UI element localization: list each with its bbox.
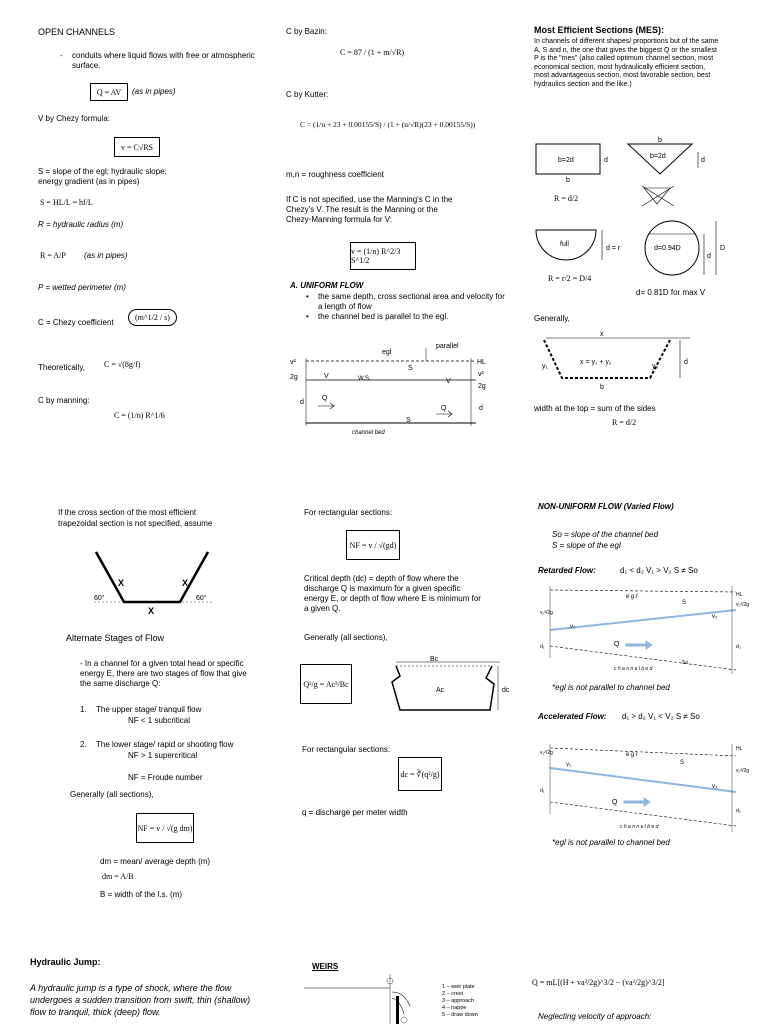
bullet-dash: - <box>60 51 63 60</box>
c-note-line-2: Chezy's V. The result is the Manning or the <box>286 205 438 214</box>
weir-legend <box>442 984 478 1019</box>
uniform-flow-item: • the same depth, cross sectional area and velocity for a length of flow <box>306 292 505 311</box>
neglect-velocity-note: Neglecting velocity of approach: <box>538 1012 652 1021</box>
hydraulic-radius-def: R = hydraulic radius (m) <box>38 220 124 229</box>
kutter-label: C by Kutter: <box>286 90 329 99</box>
full-label: full <box>560 241 569 248</box>
q-equation-note: (as in pipes) <box>132 87 176 96</box>
uniform-flow-item: • the channel bed is parallel to the egl. <box>306 312 449 321</box>
roughness-def: m,n = roughness coefficient <box>286 170 384 179</box>
v2-over-2g-left: v₁²/2g <box>540 750 553 756</box>
dm-def: dm = mean/ average depth (m) <box>100 857 211 866</box>
weir-legend-item: 2 – crest <box>442 991 464 997</box>
slope-definition-1: S = slope of the egl; hydraulic slope; <box>38 167 167 176</box>
egl-line <box>550 590 736 592</box>
dm-equation: dm = A/B <box>102 872 134 881</box>
rect-sections-label: For rectangular sections: <box>304 508 393 517</box>
theoretically-label: Theoretically, <box>38 363 85 372</box>
chezy-coefficient-def: C = Chezy coefficient <box>38 318 114 327</box>
d2-label: d₂ <box>736 808 741 814</box>
so-label: So <box>682 660 689 666</box>
s-label: S <box>408 365 413 372</box>
rect-sections-label-2: For rectangular sections: <box>302 745 391 754</box>
accelerated-conditions: d₁ > d₂ V₁ < V₂ S ≠ So <box>622 712 700 721</box>
chezy-equation-box: v = C√RS <box>114 137 160 157</box>
v-label: V <box>324 373 329 380</box>
s-def: S = slope of the egl <box>552 541 621 550</box>
x-label: x <box>600 331 604 338</box>
c-by-manning-label: C by manning: <box>38 396 90 405</box>
q-equation-box: Q = AV <box>90 83 128 101</box>
d-label-right: d <box>479 405 483 412</box>
theoretical-c-equation: C = √(8g/f) <box>104 360 141 369</box>
q-label: Q <box>614 641 620 648</box>
base-x: X <box>148 606 155 616</box>
v2-over-2g-left: v₁²/2g <box>540 610 553 616</box>
hl-label: HL <box>477 359 486 366</box>
circle-r-equation: R = r/2 = D/4 <box>548 274 592 283</box>
weirs-title: WEIRS <box>312 962 339 971</box>
x-eq-label: x = y₁ + y₂ <box>580 359 612 366</box>
stage-1: The upper stage/ tranquil flow <box>96 705 202 714</box>
stage-2: The lower stage/ rapid or shooting flow <box>96 740 234 749</box>
retarded-flow-diagram <box>536 584 768 676</box>
egl-label: e g l <box>626 594 638 600</box>
c-note-line-3: Chezy-Manning formula for V: <box>286 215 392 224</box>
v2-label-right: v² <box>478 371 484 378</box>
hydraulic-jump-title: Hydraulic Jump: <box>30 957 101 967</box>
hydraulic-radius-note: (as in pipes) <box>84 251 128 260</box>
kutter-equation: C = (1/n + 23 + 0.00155/S) / (1 + (n/√R)(23 + 0.00155/S)) <box>300 120 476 129</box>
froude-def: NF = Froude number <box>128 773 203 782</box>
s-label: S <box>682 600 687 606</box>
accelerated-flow-label: Accelerated Flow: <box>538 712 607 721</box>
manning-v-equation-box: v = (1/n) R^2/3 S^1/2 <box>350 242 416 270</box>
rect-d-label: d <box>604 157 608 164</box>
weir-legend-item: 1 – weir plate <box>442 984 475 990</box>
marker-5 <box>401 1017 407 1023</box>
tri-d-label: d <box>701 157 705 164</box>
d-label: d <box>684 359 688 366</box>
general-r-equation: R = d/2 <box>612 418 637 427</box>
bazin-label: C by Bazin: <box>286 27 327 36</box>
alternate-stages-title: Alternate Stages of Flow <box>66 633 165 643</box>
v2-label: v² <box>290 359 296 366</box>
v2-label: v₂ <box>712 614 718 620</box>
stage-1-number: 1. <box>80 705 87 714</box>
retarded-flow-label: Retarded Flow: <box>538 566 596 575</box>
parallel-label: parallel <box>436 343 459 350</box>
nonuniform-title: NON-UNIFORM FLOW (Varied Flow) <box>538 502 674 511</box>
hydraulic-jump-description: A hydraulic jump is a type of shock, where the flow undergoes a sudden transition from swift, thin (shallow) flow to tranquil, thick (deep) flow. <box>30 983 251 1017</box>
critical-equation-box: Q²/g = Ac³/Bc <box>300 664 352 704</box>
bed-label: c h a n n e l b e d <box>620 824 659 830</box>
angle-right: 60° <box>196 595 207 602</box>
so-def: So = slope of the channel bed <box>552 530 659 539</box>
side-x-right: X <box>182 578 189 588</box>
critical-depth-def: Critical depth (dc) = depth of flow where the discharge Q is maximum for a given specific energy E, or depth of flow where E is minimum for a given Q. <box>304 574 481 613</box>
y2-label: y₂ <box>652 363 659 370</box>
alternate-stages-description: - In a channel for a given total head or specific energy E, there are two stages of flow that give the same discharge Q: <box>80 659 247 688</box>
bed-label: c h a n n e l b e d <box>614 666 653 672</box>
open-channel-definition: conduits where liquid flows with free or atmospheric surface. <box>72 51 255 70</box>
2g-label-right: 2g <box>478 383 486 390</box>
weir-legend-item: 4 – nappe <box>442 1005 467 1011</box>
critical-section-diagram <box>360 654 520 716</box>
v2-over-2g-right: v₂²/2g <box>736 768 750 774</box>
flow-arrow <box>318 403 334 409</box>
hl-label: HL <box>736 592 743 598</box>
v1-label: v₁ <box>570 624 576 630</box>
crossed-triangle <box>640 184 680 208</box>
stage-2-number: 2. <box>80 740 87 749</box>
egl-note-2: *egl is not parallel to channel bed <box>552 838 670 847</box>
d081-note: d= 0.81D for max V <box>636 288 706 297</box>
generally-label: Generally, <box>534 314 570 323</box>
width-top-note: width at the top = sum of the sides <box>534 404 656 413</box>
v2-label: v₂ <box>712 784 718 790</box>
flow-arrow <box>626 641 652 649</box>
egl-label: egl <box>382 349 392 356</box>
c-note-line-1: If C is not specified, use the Manning's C in the <box>286 195 453 204</box>
q-label: Q <box>322 395 328 402</box>
water-surface-line <box>550 768 736 792</box>
stage-1-condition: NF < 1 subcritical <box>128 716 191 725</box>
weir-diagram <box>300 970 436 1024</box>
angle-left: 60° <box>94 595 105 602</box>
bc-label: Bc <box>430 656 439 663</box>
froude-equation-box: NF = v / √(g dm) <box>136 813 194 843</box>
uniform-flow-list <box>306 292 506 322</box>
d2-label: d₂ <box>736 644 741 650</box>
slope-equation: S = HL/L = hf/L <box>40 198 93 207</box>
mes-description: In channels of different shapes/ proportions but of the same A, S and n, the one that gives the biggest Q or the smallest P is the "mes" (also called optimum channel section, most economical section, most hydraulically efficient section, most advantageous section, most favorable section, best hydraulics section and the like.) <box>534 38 719 88</box>
d-small-label: d <box>707 253 711 260</box>
hl-label: HL <box>736 746 743 752</box>
bazin-equation: C = 87 / (1 + m/√R) <box>340 48 405 57</box>
tri-b-label: b <box>658 137 662 144</box>
rect-b2d-label: b=2d <box>558 157 574 164</box>
mes-circular-sections <box>530 220 740 280</box>
trap-note-2: trapezoidal section is not specified, assume <box>58 519 213 528</box>
dc-label: dc <box>502 687 510 694</box>
b-label: b <box>600 384 604 391</box>
retarded-conditions: d₁ < d₂ V₁ > V₂ S ≠ So <box>620 566 698 575</box>
wetted-perimeter-def: P = wetted perimeter (m) <box>38 283 126 292</box>
d-label: d <box>300 399 304 406</box>
b-def: B = width of the l.s. (m) <box>100 890 183 899</box>
manning-c-equation: C = (1/n) R^1/6 <box>114 411 165 420</box>
stage-2-condition: NF > 1 supercritical <box>128 751 198 760</box>
ac-label: Ac <box>436 687 445 694</box>
egl-label: e g l <box>626 752 638 758</box>
generally-all-sections-2: Generally (all sections), <box>304 633 388 642</box>
bullet-dot: • <box>306 292 309 301</box>
section-title-open-channels: OPEN CHANNELS <box>38 27 116 37</box>
side-x-left: X <box>118 578 125 588</box>
q-label: Q <box>612 799 618 806</box>
generally-all-sections: Generally (all sections), <box>70 790 154 799</box>
v-label-right: V <box>446 378 451 385</box>
dc-equation-box: dc = ∛(q²/g) <box>398 757 442 791</box>
d1-label: d₁ <box>540 788 545 794</box>
q-per-width-def: q = discharge per meter width <box>302 808 408 817</box>
bullet-dot: • <box>306 312 309 321</box>
egl-note-1: *egl is not parallel to channel bed <box>552 683 670 692</box>
uniform-flow-diagram <box>286 338 496 438</box>
q-label-right: Q <box>441 405 447 412</box>
flow-arrow <box>624 798 650 806</box>
v2-over-2g-right: v₂²/2g <box>736 602 750 608</box>
2g-label: 2g <box>290 374 298 381</box>
chezy-label: V by Chezy formula: <box>38 114 111 123</box>
D-label: D <box>720 245 726 252</box>
tri-b2d-label: b=2d <box>650 153 666 160</box>
efficient-trapezoid-diagram <box>90 546 230 616</box>
hydraulic-radius-equation: R = A/P <box>40 251 66 260</box>
weir-legend-item: 5 – draw down <box>442 1012 478 1018</box>
s-label-bed: S <box>406 417 411 424</box>
d-eq-r-label: d = r <box>606 245 621 252</box>
accelerated-flow-diagram <box>536 742 768 834</box>
mes-trapezoid-general <box>540 326 700 396</box>
mes-title: Most Efficient Sections (MES): <box>534 25 665 35</box>
channel-bed-label: channel bed <box>352 430 385 436</box>
v1-label: v₁ <box>566 762 572 768</box>
weir-equation: Q = mL[(H + va²/2g)^3/2 − (va²/2g)^3/2] <box>532 978 665 987</box>
triangle-small <box>644 188 670 204</box>
egl-line <box>550 748 736 756</box>
d094-label: d=0.94D <box>654 245 681 252</box>
froude-rect-box: NF = v / √(gd) <box>346 530 400 560</box>
chezy-unit: (m^1/2 / s) <box>128 309 177 326</box>
uniform-flow-title: A. UNIFORM FLOW <box>290 281 364 290</box>
water-surface-line <box>550 610 736 630</box>
trap-note-1: If the cross section of the most efficient <box>58 508 197 517</box>
channel-bed-line <box>550 802 736 826</box>
s-label: S <box>680 760 685 766</box>
d1-label: d₁ <box>540 644 545 650</box>
trapezoid-walls <box>96 552 208 602</box>
y1-label: y₁ <box>542 363 548 370</box>
slope-definition-2: energy gradient (as in pipes) <box>38 177 140 186</box>
weir-legend-item: 3 – approach <box>442 998 475 1004</box>
ws-label: W.S. <box>358 376 371 382</box>
rect-b-label: b <box>566 177 570 184</box>
rect-r-equation: R = d/2 <box>554 194 579 203</box>
